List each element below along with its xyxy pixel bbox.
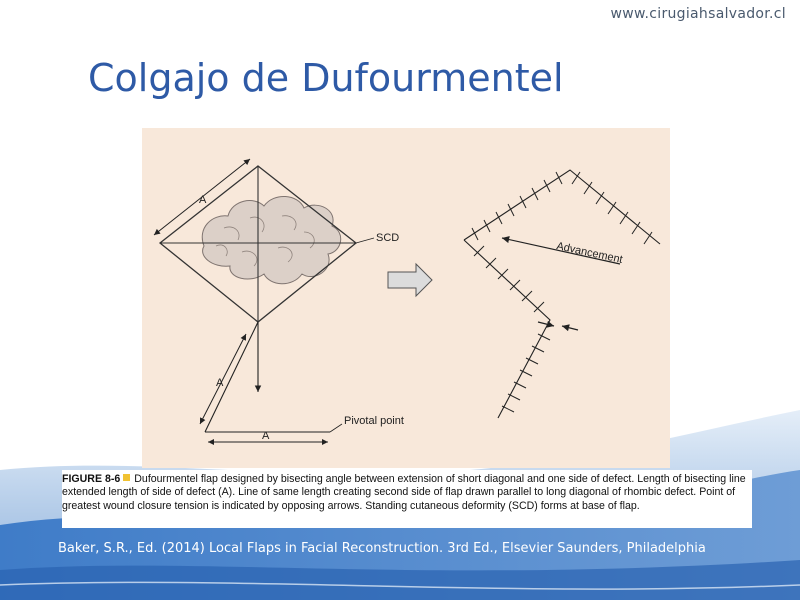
- figure-panel: [142, 128, 670, 468]
- scd-pointer: [356, 238, 374, 243]
- sutured-closure: [464, 170, 660, 418]
- site-url: www.cirugiahsalvador.cl: [610, 6, 786, 22]
- label-pivotal-point: Pivotal point: [344, 415, 404, 427]
- reference-citation: Baker, S.R., Ed. (2014) Local Flaps in Facial Reconstruction. 3rd Ed., Elsevier Saunders, Philadelphia: [58, 541, 706, 556]
- label-scd: SCD: [376, 232, 400, 244]
- figure-number: FIGURE 8-6: [62, 473, 121, 485]
- figure-caption: [62, 470, 752, 528]
- caption-text: Dufourmentel flap designed by bisecting angle between extension of short diagonal and one side of defect. Length of bisecting line extended length of side of defect (A). Line of same length creating second side of flap drawn parallel to long diagonal of rhombic defect. Point of greatest wound closure tension is indicated by opposing arrows. Standing cutaneous deformity (SCD) forms at base of flap.: [62, 473, 746, 512]
- label-a-top: A: [199, 194, 207, 206]
- tension-arrow-left: [538, 322, 554, 326]
- lesion-shape: [202, 196, 340, 283]
- tension-arrow-right: [562, 326, 578, 330]
- label-a-bottom: A: [262, 430, 270, 442]
- dufourmentel-diagram: [142, 128, 670, 468]
- slide-title: Colgajo de Dufourmentel: [88, 56, 564, 100]
- flap-side-1: [205, 322, 258, 432]
- caption-square-icon: [123, 474, 130, 481]
- transition-arrow: [388, 264, 432, 296]
- label-advancement: Advancement: [555, 240, 624, 266]
- pivotal-pointer: [330, 424, 342, 432]
- suture-ticks: [472, 172, 652, 412]
- label-a-lower: A: [216, 377, 224, 389]
